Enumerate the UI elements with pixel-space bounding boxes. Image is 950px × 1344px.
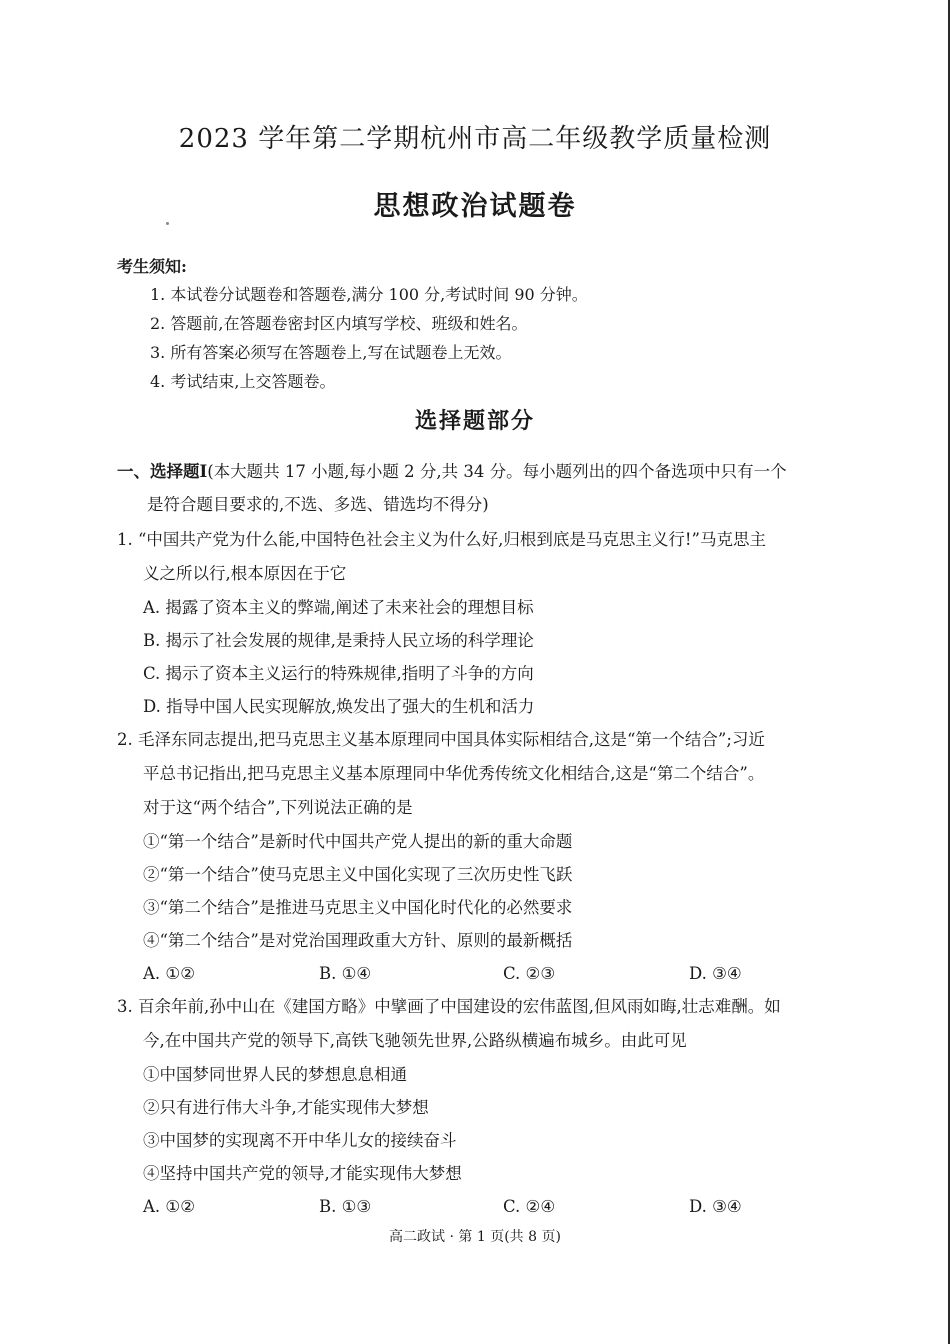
answer-option: C. 揭示了资本主义运行的特殊规律,指明了斗争的方向	[143, 664, 534, 683]
notice-heading: 考生须知:	[117, 257, 187, 276]
part-instructions: (本大题共 17 小题,每小题 2 分,共 34 分。每小题列出的四个备选项中只有一个	[207, 462, 787, 481]
answer-option: D. 指导中国人民实现解放,焕发出了强大的生机和活力	[143, 697, 535, 716]
statement-item: ①“第一个结合”是新时代中国共产党人提出的新的重大命题	[143, 832, 573, 851]
question-stem: 1. “中国共产党为什么能,中国特色社会主义为什么好,归根到底是马克思主义行!”马克思主	[117, 530, 766, 549]
notice-item: 3. 所有答案必须写在答题卷上,写在试题卷上无效。	[150, 343, 512, 362]
answer-choices	[117, 1190, 877, 1223]
question-stem-cont: 义之所以行,根本原因在于它	[143, 564, 347, 583]
question-1	[117, 523, 877, 723]
answer-choice: B. ①④	[319, 964, 372, 983]
notice-list	[150, 280, 588, 396]
notice-item: 2. 答题前,在答题卷密封区内填写学校、班级和姓名。	[150, 314, 528, 333]
statement-item: ①中国梦同世界人民的梦想息息相通	[143, 1065, 407, 1084]
statement-item: ②“第一个结合”使马克思主义中国化实现了三次历史性飞跃	[143, 865, 573, 884]
statement-item: ③中国梦的实现离不开中华儿女的接续奋斗	[143, 1131, 457, 1150]
statement-item: ④“第二个结合”是对党治国理政重大方针、原则的最新概括	[143, 931, 573, 950]
answer-choice: D. ③④	[689, 1197, 742, 1216]
page-footer: 高二政试 · 第 1 页(共 8 页)	[389, 1229, 561, 1245]
part-intro	[117, 455, 877, 521]
answer-option: B. 揭示了社会发展的规律,是秉持人民立场的科学理论	[143, 631, 534, 650]
scan-speck	[166, 222, 169, 225]
answer-choice: C. ②④	[503, 1197, 556, 1216]
question-stem: 3. 百余年前,孙中山在《建国方略》中擘画了中国建设的宏伟蓝图,但风雨如晦,壮志难酬。如	[117, 997, 781, 1016]
question-stem: 2. 毛泽东同志提出,把马克思主义基本原理同中国具体实际相结合,这是“第一个结合”;习近	[117, 730, 765, 749]
question-stem-cont: 今,在中国共产党的领导下,高铁飞驰领先世界,公路纵横遍布城乡。由此可见	[143, 1031, 687, 1050]
question-2	[117, 723, 877, 990]
question-stem-cont: 对于这“两个结合”,下列说法正确的是	[143, 798, 413, 817]
exam-title: 2023 学年第二学期杭州市高二年级教学质量检测	[178, 124, 772, 154]
answer-choice: A. ①②	[143, 964, 195, 983]
answer-option: A. 揭露了资本主义的弊端,阐述了未来社会的理想目标	[143, 598, 534, 617]
answer-choices	[117, 957, 877, 990]
answer-choice: C. ②③	[503, 964, 556, 983]
question-3	[117, 990, 877, 1223]
statement-item: ④坚持中国共产党的领导,才能实现伟大梦想	[143, 1164, 462, 1183]
section-heading: 选择题部分	[414, 408, 535, 434]
answer-choice: A. ①②	[143, 1197, 195, 1216]
answer-choice: D. ③④	[689, 964, 742, 983]
part-label: 一、选择题Ⅰ	[117, 462, 208, 481]
exam-subtitle: 思想政治试题卷	[373, 191, 577, 222]
part-instructions-cont: 是符合题目要求的,不选、多选、错选均不得分)	[147, 495, 489, 514]
answer-choice: B. ①③	[319, 1197, 372, 1216]
notice-item: 1. 本试卷分试题卷和答题卷,满分 100 分,考试时间 90 分钟。	[150, 285, 588, 304]
notice-item: 4. 考试结束,上交答题卷。	[150, 372, 336, 391]
question-stem-cont: 平总书记指出,把马克思主义基本原理同中华优秀传统文化相结合,这是“第二个结合”。	[143, 764, 765, 783]
statement-item: ③“第二个结合”是推进马克思主义中国化时代化的必然要求	[143, 898, 573, 917]
statement-item: ②只有进行伟大斗争,才能实现伟大梦想	[143, 1098, 429, 1117]
